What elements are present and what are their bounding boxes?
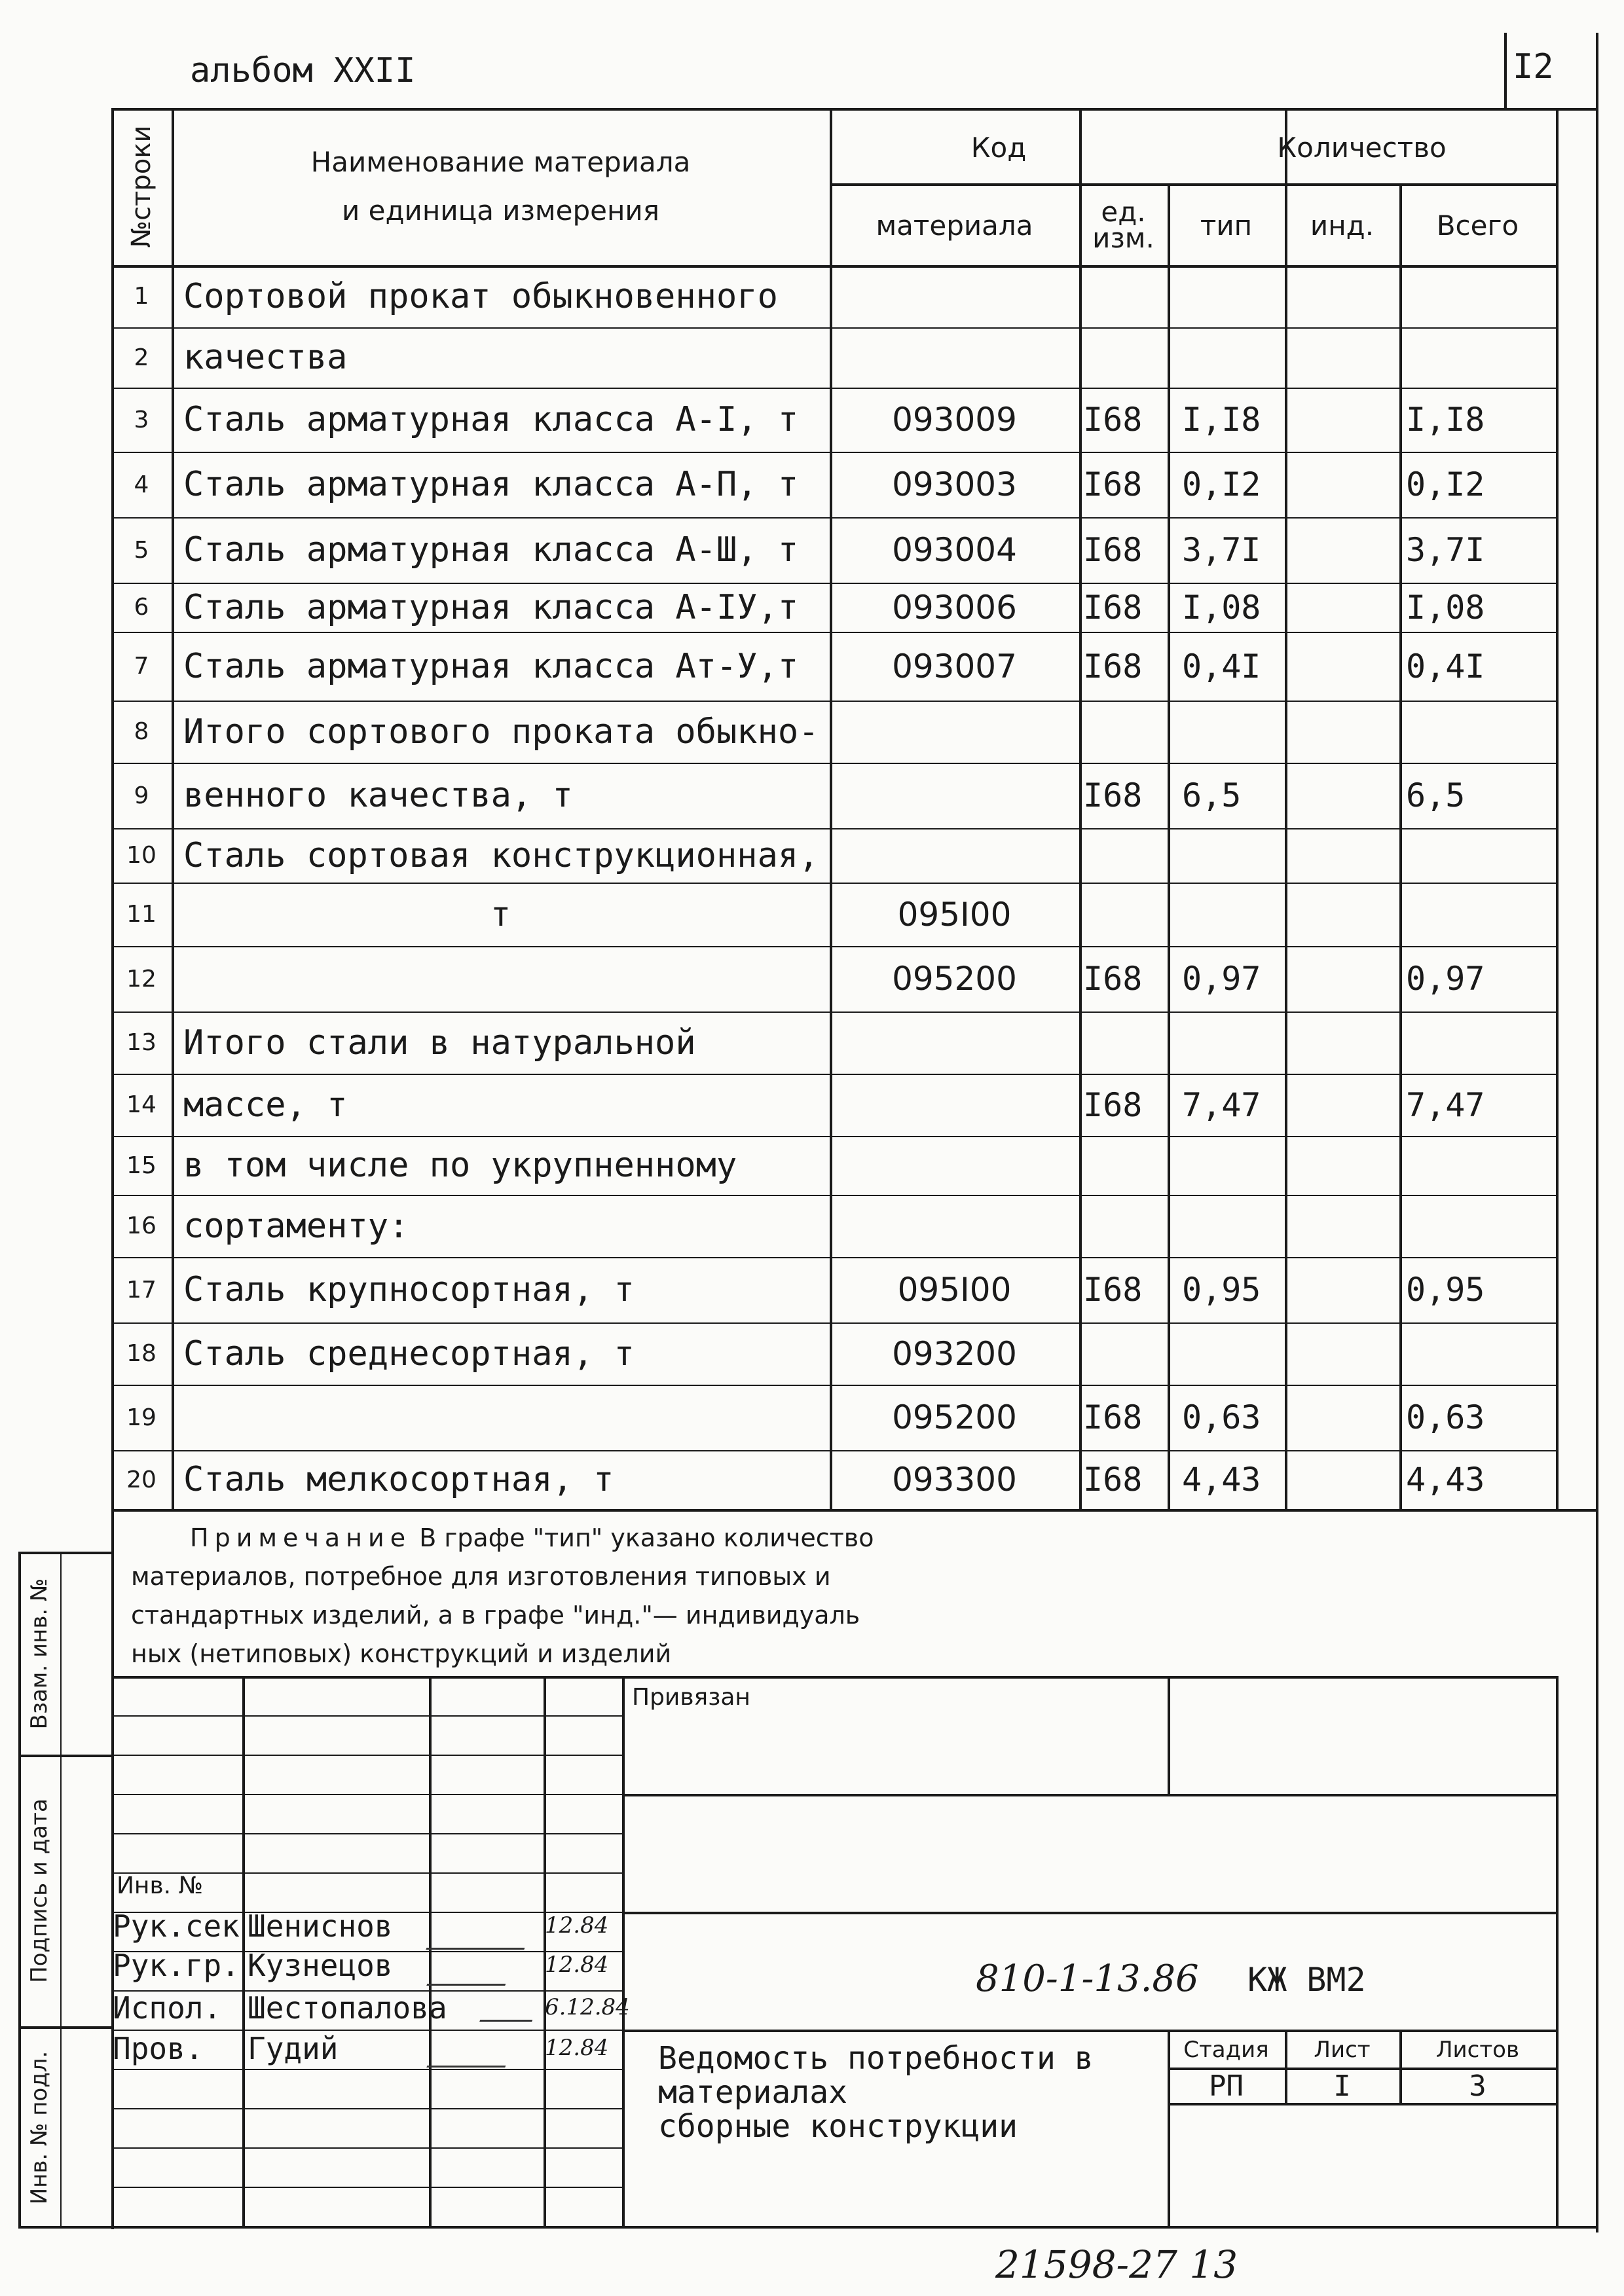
row-number: 15	[126, 1152, 157, 1179]
stamp-inv-no: Инв. №	[117, 1872, 204, 1899]
signature-mark	[426, 2036, 516, 2068]
row-number: 14	[126, 1091, 157, 1118]
row-qty-type: 0,95	[1182, 1271, 1261, 1309]
row-number: 10	[126, 842, 157, 869]
row-qty-total: 0,I2	[1406, 465, 1485, 503]
sheet-box-line	[1504, 33, 1507, 109]
stamp-doc-code: 810-1-13.86	[976, 1958, 1199, 2000]
row-qty-ind	[1285, 1322, 1414, 1385]
table-bottom-line	[111, 1509, 1598, 1512]
row-number: 8	[134, 718, 149, 745]
row-name: качества	[183, 338, 348, 377]
col-header-code-material: материала	[876, 209, 1033, 242]
album-title: альбом XXII	[190, 51, 416, 90]
row-qty-ind	[1285, 1074, 1414, 1136]
row-qty-ind	[1285, 632, 1414, 701]
row-qty-ind	[1285, 583, 1414, 632]
row-number: 11	[126, 901, 157, 928]
row-number: 16	[126, 1212, 157, 1239]
col-header-qty-ind: инд.	[1310, 209, 1375, 242]
stamp-privyazan-label: Привязан	[632, 1684, 750, 1711]
row-code-material: 095200	[892, 960, 1017, 998]
note-line-4: ных (нетиповых) конструкций и изделий	[131, 1639, 672, 1668]
row-number: 18	[126, 1340, 157, 1367]
row-name: Сталь арматурная класса А-IУ,т	[183, 587, 799, 627]
row-qty-type: 4,43	[1182, 1461, 1261, 1499]
row-qty-type: 0,63	[1182, 1398, 1261, 1436]
row-qty-total: 0,63	[1406, 1398, 1485, 1436]
stamp-top-line	[111, 1676, 1559, 1679]
row-code-unit: I68	[1083, 588, 1143, 627]
row-code-unit: I68	[1083, 960, 1143, 998]
row-code-unit: I68	[1083, 465, 1143, 503]
stamp-title	[658, 2041, 1094, 2143]
row-number: 19	[126, 1404, 157, 1431]
row-code-material: 093003	[892, 465, 1017, 503]
row-code-unit: I68	[1083, 1271, 1143, 1309]
side-label-podpis: Подпись и дата	[26, 1798, 52, 1983]
row-name: Итого стали в натуральной	[183, 1023, 696, 1063]
row-code-material: 093007	[892, 647, 1017, 685]
row-qty-type: 7,47	[1182, 1085, 1261, 1124]
row-qty-ind	[1285, 1450, 1414, 1509]
row-qty-total	[1399, 701, 1562, 763]
row-name: массе, т	[183, 1085, 348, 1125]
row-code-material	[830, 265, 1079, 327]
row-qty-type	[1168, 1136, 1299, 1195]
row-qty-type: 0,I2	[1182, 465, 1261, 503]
stamp-stage-value-line	[1168, 2103, 1557, 2105]
row-code-material: 093009	[892, 401, 1017, 439]
stamp-person-row-line	[111, 1794, 622, 1795]
row-code-unit	[1079, 1136, 1172, 1195]
row-qty-type	[1168, 265, 1299, 327]
side-label-inv: Инв. № подл.	[26, 2050, 52, 2205]
stamp-sheet-value: I	[1333, 2069, 1351, 2103]
stamp-stage-header: Лист	[1314, 2037, 1371, 2063]
note-line-1: В графе "тип" указано количество	[411, 1523, 874, 1552]
row-name: в том числе по укрупненному	[183, 1146, 737, 1185]
stamp-person-role: Рук.сек	[113, 1908, 240, 1944]
row-number: 2	[134, 344, 149, 371]
row-code-material: 093300	[892, 1461, 1017, 1499]
row-code-material: 095I00	[897, 1271, 1012, 1309]
signature-mark	[426, 1915, 536, 1950]
row-qty-ind	[1285, 1136, 1414, 1195]
row-name: Сталь арматурная класса А-П, т	[183, 465, 799, 504]
row-code-material	[830, 701, 1079, 763]
stamp-person-name: Шениснов	[248, 1908, 393, 1944]
row-code-material	[830, 1136, 1079, 1195]
sheet-number: I2	[1513, 47, 1554, 86]
stamp-person-row-line	[111, 2069, 622, 2070]
row-code-unit	[1079, 327, 1172, 388]
row-name: венного качества, т	[183, 776, 573, 815]
stamp-title-line: сборные конструкции	[658, 2108, 1018, 2145]
row-qty-type: I,08	[1182, 588, 1261, 627]
stamp-stage-value: РП	[1209, 2069, 1244, 2103]
note-line-3: стандартных изделий, а в графе "инд."— индивидуаль	[131, 1601, 860, 1630]
stamp-person-role: Рук.гр.	[113, 1948, 240, 1983]
stamp-person-name: Шестопалова	[248, 1990, 447, 2026]
bottom-frame-line	[18, 2226, 1596, 2229]
stamp-title-line: материалах	[658, 2074, 847, 2111]
row-code-unit	[1079, 1322, 1172, 1385]
col-header-name: Наименование материала и единица измерения	[310, 146, 691, 227]
row-code-unit: I68	[1083, 776, 1143, 814]
row-qty-ind	[1285, 701, 1414, 763]
row-qty-total: 0,4I	[1406, 647, 1485, 685]
stamp-person-row-line	[111, 1833, 622, 1834]
row-number: 3	[134, 406, 149, 433]
stamp-person-name: Кузнецов	[248, 1948, 393, 1983]
row-qty-type	[1168, 1195, 1299, 1257]
row-code-unit	[1079, 1011, 1172, 1074]
stamp-person-row-line	[111, 2108, 622, 2109]
row-qty-ind	[1285, 517, 1414, 583]
row-name: сортаменту:	[183, 1206, 409, 1246]
row-qty-total: 4,43	[1406, 1461, 1485, 1499]
row-qty-type: 0,97	[1182, 960, 1261, 998]
stamp-title-line: Ведомость потребности в	[658, 2040, 1094, 2077]
row-qty-total: I,I8	[1406, 401, 1485, 439]
row-qty-type	[1168, 1011, 1299, 1074]
row-code-material: 095I00	[897, 895, 1012, 934]
stamp-stage-header: Стадия	[1183, 2037, 1269, 2063]
row-code-material: 095200	[892, 1398, 1017, 1436]
row-number: 7	[134, 653, 149, 680]
top-frame-line	[111, 108, 1598, 111]
row-code-material	[830, 1074, 1079, 1136]
row-qty-total	[1399, 883, 1562, 946]
row-code-unit	[1079, 828, 1172, 883]
row-code-material	[830, 327, 1079, 388]
row-qty-total: 7,47	[1406, 1085, 1485, 1124]
row-code-unit: I68	[1083, 1461, 1143, 1499]
row-qty-total	[1399, 1011, 1562, 1074]
side-strip-mid-line	[60, 1552, 62, 2227]
stamp-doc-mark: КЖ ВМ2	[1247, 1961, 1366, 1999]
note-line-2: материалов, потребное для изготовления типовых и	[131, 1562, 831, 1591]
stamp-main-divider	[622, 1676, 625, 2226]
archive-number: 21598-27 13	[995, 2242, 1238, 2287]
note	[131, 1519, 874, 1673]
stamp-person-row-line	[111, 1755, 622, 1756]
stamp-line-privyazan	[622, 1794, 1559, 1796]
row-number: 17	[126, 1276, 157, 1303]
row-qty-total	[1399, 828, 1562, 883]
stamp-person-row-line	[111, 2187, 622, 2188]
col-header-qty-total: Всего	[1436, 209, 1519, 242]
row-qty-total: 0,95	[1406, 1271, 1485, 1309]
row-name	[172, 1385, 841, 1450]
right-frame-line	[1596, 33, 1598, 2232]
note-label: Примечание	[190, 1523, 412, 1552]
row-name: Сталь среднесортная, т	[183, 1334, 635, 1374]
row-code-unit	[1079, 883, 1172, 946]
row-qty-ind	[1285, 452, 1414, 517]
row-code-unit: I68	[1083, 531, 1143, 569]
row-qty-total: 3,7I	[1406, 531, 1485, 569]
stamp-line-code	[622, 1912, 1559, 1914]
col-header-code-unit: ед. изм.	[1092, 196, 1154, 254]
row-qty-ind	[1285, 883, 1414, 946]
row-number: 13	[126, 1029, 157, 1056]
col-header-rownum: №строки	[126, 125, 157, 248]
row-name: Сталь крупносортная, т	[183, 1270, 635, 1309]
row-qty-total: 0,97	[1406, 960, 1485, 998]
row-name	[172, 946, 841, 1011]
row-qty-type	[1168, 1322, 1299, 1385]
stamp-person-date: 12.84	[545, 2035, 609, 2061]
row-qty-total	[1399, 327, 1562, 388]
row-name: т	[490, 894, 511, 934]
row-number: 9	[134, 782, 149, 809]
signature-mark	[479, 1994, 542, 2022]
stamp-person-row-line	[111, 2147, 622, 2149]
row-code-material: 093200	[892, 1334, 1017, 1373]
stamp-stage-header: Листов	[1435, 2037, 1519, 2063]
row-name: Сталь арматурная класса Ат-У,т	[183, 646, 799, 686]
stamp-privyazan-divider	[1168, 1676, 1170, 1794]
row-code-unit: I68	[1083, 1398, 1143, 1436]
row-qty-ind	[1285, 946, 1414, 1011]
row-qty-ind	[1285, 828, 1414, 883]
stamp-person-role: Испол.	[113, 1990, 222, 2026]
col-header-code: Код	[970, 131, 1027, 164]
row-qty-type	[1168, 327, 1299, 388]
stamp-person-row-line	[111, 1715, 622, 1717]
col-header-qty-type: тип	[1200, 209, 1253, 242]
row-code-unit	[1079, 265, 1172, 327]
row-code-material	[830, 1195, 1079, 1257]
row-qty-type: 6,5	[1182, 776, 1242, 814]
row-qty-total: I,08	[1406, 588, 1485, 627]
row-code-unit	[1079, 1195, 1172, 1257]
row-number: 20	[126, 1466, 157, 1493]
stamp-person-date: 12.84	[545, 1912, 609, 1939]
row-number: 1	[134, 283, 149, 310]
row-qty-ind	[1285, 265, 1414, 327]
stamp-sheets-value: 3	[1469, 2069, 1486, 2103]
row-code-material: 093006	[892, 588, 1017, 627]
row-qty-total: 6,5	[1406, 776, 1466, 814]
row-name: Итого сортового проката обыкно-	[183, 712, 819, 752]
row-qty-type: I,I8	[1182, 401, 1261, 439]
row-name: Сталь сортовая конструкционная,	[183, 835, 819, 875]
row-qty-ind	[1285, 763, 1414, 828]
row-qty-total	[1399, 1136, 1562, 1195]
row-number: 4	[134, 471, 149, 498]
stamp-right-line	[1556, 1676, 1559, 2226]
stamp-person-date: 12.84	[545, 1952, 609, 1978]
row-qty-type	[1168, 701, 1299, 763]
row-qty-total	[1399, 1322, 1562, 1385]
row-code-material	[830, 828, 1079, 883]
row-qty-ind	[1285, 1385, 1414, 1450]
row-number: 6	[134, 594, 149, 621]
row-qty-type: 3,7I	[1182, 531, 1261, 569]
row-qty-ind	[1285, 1195, 1414, 1257]
row-code-unit: I68	[1083, 1085, 1143, 1124]
row-qty-total	[1399, 1195, 1562, 1257]
row-qty-ind	[1285, 327, 1414, 388]
row-code-unit	[1079, 701, 1172, 763]
row-code-material	[830, 1011, 1079, 1074]
row-qty-type	[1168, 828, 1299, 883]
row-qty-ind	[1285, 1011, 1414, 1074]
row-qty-ind	[1285, 388, 1414, 452]
row-qty-total	[1399, 265, 1562, 327]
col-header-qty: Количество	[1277, 131, 1447, 164]
row-number: 5	[134, 536, 149, 564]
row-code-unit: I68	[1083, 401, 1143, 439]
row-name: Сталь мелкосортная, т	[183, 1460, 614, 1499]
signature-mark	[426, 1954, 516, 1986]
stamp-person-role: Пров.	[113, 2031, 204, 2066]
row-qty-type	[1168, 883, 1299, 946]
row-code-material: 093004	[892, 531, 1017, 569]
row-name: Сталь арматурная класса А-I, т	[183, 400, 799, 439]
row-name: Сортовой прокат обыкновенного	[183, 276, 778, 316]
side-label-vzam: Взам. инв. №	[26, 1578, 52, 1730]
row-number: 12	[126, 965, 157, 993]
row-code-material	[830, 763, 1079, 828]
row-qty-type: 0,4I	[1182, 647, 1261, 685]
row-code-unit: I68	[1083, 647, 1143, 685]
stamp-person-name: Гудий	[248, 2031, 339, 2066]
stamp-person-date: 6.12.84	[545, 1994, 630, 2020]
row-name: Сталь арматурная класса А-Ш, т	[183, 530, 799, 570]
row-qty-ind	[1285, 1257, 1414, 1322]
